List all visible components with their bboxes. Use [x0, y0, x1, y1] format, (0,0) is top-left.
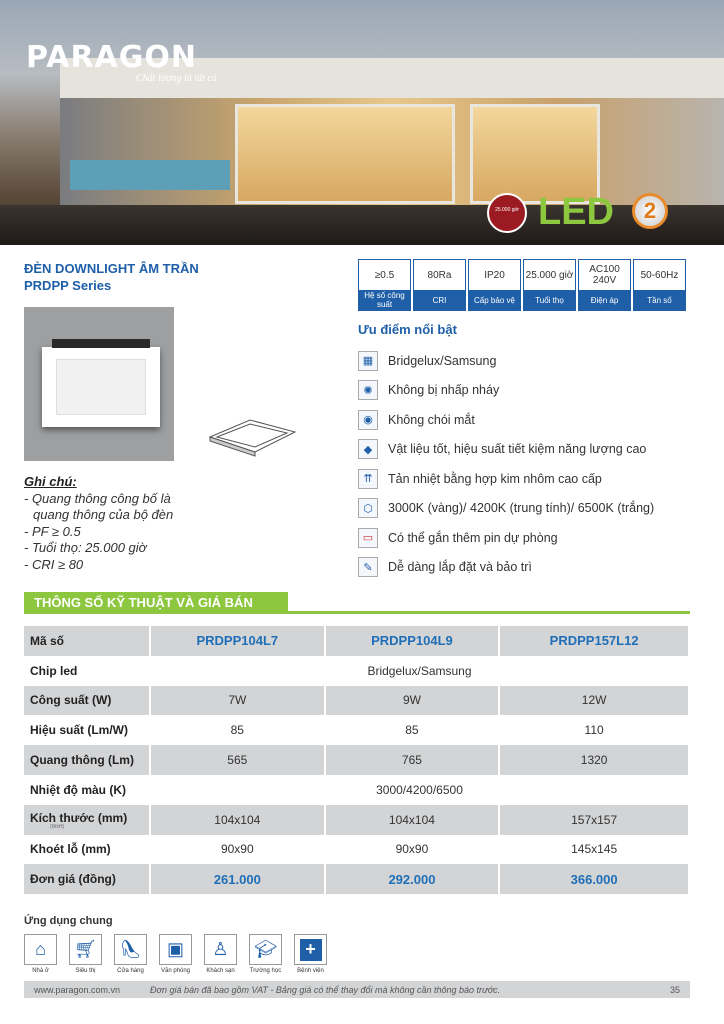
table-row [24, 835, 689, 865]
application-item [204, 934, 237, 974]
feature-item [358, 553, 654, 583]
house-icon: ⌂ [24, 934, 57, 965]
table-row [24, 656, 689, 686]
tools-icon: ✎ [358, 557, 378, 577]
applications-heading: Ứng dụng chung [24, 915, 113, 927]
table-row [24, 745, 689, 775]
row-label: Khoét lỗ (mm) [24, 835, 150, 865]
spec-label: Điện áp [579, 290, 630, 310]
cell: 1320 [499, 745, 689, 775]
heat-sink-icon: ⇈ [358, 469, 378, 489]
product-image [24, 307, 174, 461]
cell: 90x90 [150, 835, 325, 865]
note-item: - Quang thông công bố là [24, 490, 171, 506]
graduation-cap-icon: 🎓︎ [249, 934, 282, 965]
price-cell: 261.000 [150, 864, 325, 894]
feature-item [358, 376, 654, 406]
product-title: ĐÈN DOWNLIGHT ÂM TRẦN [24, 261, 199, 276]
lifetime-badge-text: 25.000 giờ [495, 207, 519, 213]
house-window [470, 104, 600, 204]
lifetime-badge [487, 193, 527, 233]
note-item: quang thông của bộ đèn [33, 507, 174, 522]
downlight-lamp [42, 347, 160, 427]
spec-value: 80Ra [427, 269, 452, 281]
application-item [114, 934, 147, 974]
shoe-icon: 👠︎ [114, 934, 147, 965]
feature-text: 3000K (vàng)/ 4200K (trung tính)/ 6500K (trắng) [388, 501, 655, 516]
chip-icon: ▦ [358, 351, 378, 371]
notes [24, 474, 173, 573]
row-label: Nhiệt độ màu (K) [24, 775, 150, 805]
house-window [235, 104, 455, 204]
application-item [69, 934, 102, 974]
color-temperature-icon: ⬡ [358, 498, 378, 518]
spec-cri [413, 259, 466, 311]
feature-item [358, 494, 654, 524]
row-label: Mã số [24, 626, 150, 656]
model-code: PRDPP104L7 [150, 626, 325, 656]
section-divider [24, 611, 690, 614]
notes-heading: Ghi chú: [24, 474, 77, 489]
spec-value: ≥0.5 [374, 269, 395, 281]
spec-label: Tần số [634, 290, 685, 310]
feature-item [358, 435, 654, 465]
spec-label: Hệ số công suất [359, 290, 410, 310]
footer-bar [24, 981, 690, 998]
row-label: Quang thông (Lm) [24, 745, 150, 775]
ground [0, 205, 724, 245]
feature-item [358, 464, 654, 494]
cell: 12W [499, 686, 689, 716]
row-label-text: Kích thước (mm) [30, 810, 128, 825]
row-label: Đơn giá (đồng) [24, 864, 150, 894]
feature-text: Dễ dàng lắp đặt và bảo trì [388, 560, 532, 575]
cart-icon: 🛒︎ [69, 934, 102, 965]
spec-value: 50-60Hz [640, 269, 679, 281]
model-code: PRDPP157L12 [499, 626, 689, 656]
hospital-cross-icon: + [294, 934, 327, 965]
cell: 110 [499, 715, 689, 745]
brand-slogan: Chất lượng là tất cả [136, 73, 217, 84]
cell: 3000/4200/6500 [150, 775, 689, 805]
table-row [24, 626, 689, 656]
footer-note: Đơn giá bán đã bao gồm VAT - Bảng giá có thể thay đổi mà không cần thông báo trước. [150, 984, 501, 995]
application-label: Trường học [249, 968, 282, 974]
applications-list [24, 934, 327, 974]
spec-frequency [633, 259, 686, 311]
application-label: Nhà ở [32, 968, 49, 974]
table-row [24, 715, 689, 745]
row-label: Chip led [24, 656, 150, 686]
cell: 157x157 [499, 805, 689, 835]
spec-boxes [358, 259, 686, 311]
no-flicker-icon: ✺ [358, 380, 378, 400]
section-title: THÔNG SỐ KỸ THUẬT VÀ GIÁ BÁN [24, 592, 288, 613]
application-item [24, 934, 57, 974]
feature-item [358, 523, 654, 553]
price-cell: 366.000 [499, 864, 689, 894]
application-label: Cửa hàng [117, 968, 144, 974]
application-label: Bệnh viện [297, 968, 324, 974]
feature-text: Tản nhiệt bằng hợp kim nhôm cao cấp [388, 471, 602, 486]
product-series: PRDPP Series [24, 278, 112, 293]
model-code: PRDPP104L9 [325, 626, 500, 656]
note-item: - CRI ≥ 80 [24, 556, 84, 572]
pool [70, 160, 230, 190]
waiter-icon: ♙ [204, 934, 237, 965]
eye-icon: ◉ [358, 410, 378, 430]
cell: 9W [325, 686, 500, 716]
spec-lifetime [523, 259, 576, 311]
cell: 765 [325, 745, 500, 775]
spec-power-factor [358, 259, 411, 311]
warranty-badge: 2 [632, 193, 668, 229]
diamond-icon: ◆ [358, 439, 378, 459]
table-row [24, 686, 689, 716]
spec-price-table [24, 626, 690, 894]
application-label: Siêu thị [75, 968, 96, 974]
price-cell: 292.000 [325, 864, 500, 894]
row-label [24, 805, 150, 835]
table-row [24, 864, 689, 894]
advantages-heading: Ưu điểm nổi bật [358, 322, 457, 337]
cell: 7W [150, 686, 325, 716]
feature-text: Không chói mắt [388, 412, 475, 427]
note-item: - Tuổi thọ: 25.000 giờ [24, 540, 147, 555]
led-badge: LED [538, 191, 614, 233]
page-number: 35 [669, 984, 680, 995]
spec-value: AC100 240V [589, 264, 620, 286]
cell: 565 [150, 745, 325, 775]
note-item: - PF ≥ 0.5 [24, 523, 81, 539]
application-label: Khách sạn [206, 968, 235, 974]
brand-logo: PARAGON [26, 40, 198, 75]
cell: 145x145 [499, 835, 689, 865]
cell: 104x104 [150, 805, 325, 835]
dimension-drawing [205, 412, 300, 462]
feature-text: Vật liệu tốt, hiệu suất tiết kiệm năng lượng cao [388, 442, 647, 457]
application-label: Văn phòng [160, 968, 191, 974]
row-label-sub: (WxH) [50, 823, 65, 830]
row-label: Công suất (W) [24, 686, 150, 716]
spec-voltage [578, 259, 631, 311]
table-row [24, 805, 689, 835]
battery-icon: ▭ [358, 528, 378, 548]
cell: Bridgelux/Samsung [150, 656, 689, 686]
spec-value: 25.000 giờ [525, 269, 574, 281]
footer-url[interactable]: www.paragon.com.vn [34, 984, 121, 995]
cell: 85 [325, 715, 500, 745]
spec-ip [468, 259, 521, 311]
application-item [159, 934, 192, 974]
spec-label: Cấp bảo vệ [469, 290, 520, 310]
advantages-list [358, 346, 654, 582]
cell: 104x104 [325, 805, 500, 835]
cell: 85 [150, 715, 325, 745]
computer-icon: ▣ [159, 934, 192, 965]
hero-banner [0, 0, 724, 245]
application-item [294, 934, 327, 974]
spec-label: CRI [414, 290, 465, 310]
spec-value: IP20 [484, 269, 505, 281]
application-item [249, 934, 282, 974]
feature-item [358, 346, 654, 376]
row-label: Hiệu suất (Lm/W) [24, 715, 150, 745]
spec-label: Tuổi thọ [524, 290, 575, 310]
feature-item [358, 405, 654, 435]
feature-text: Không bị nhấp nháy [388, 383, 500, 398]
feature-text: Có thể gắn thêm pin dự phòng [388, 530, 558, 545]
cell: 90x90 [325, 835, 500, 865]
table-row [24, 775, 689, 805]
feature-text: Bridgelux/Samsung [388, 353, 497, 368]
